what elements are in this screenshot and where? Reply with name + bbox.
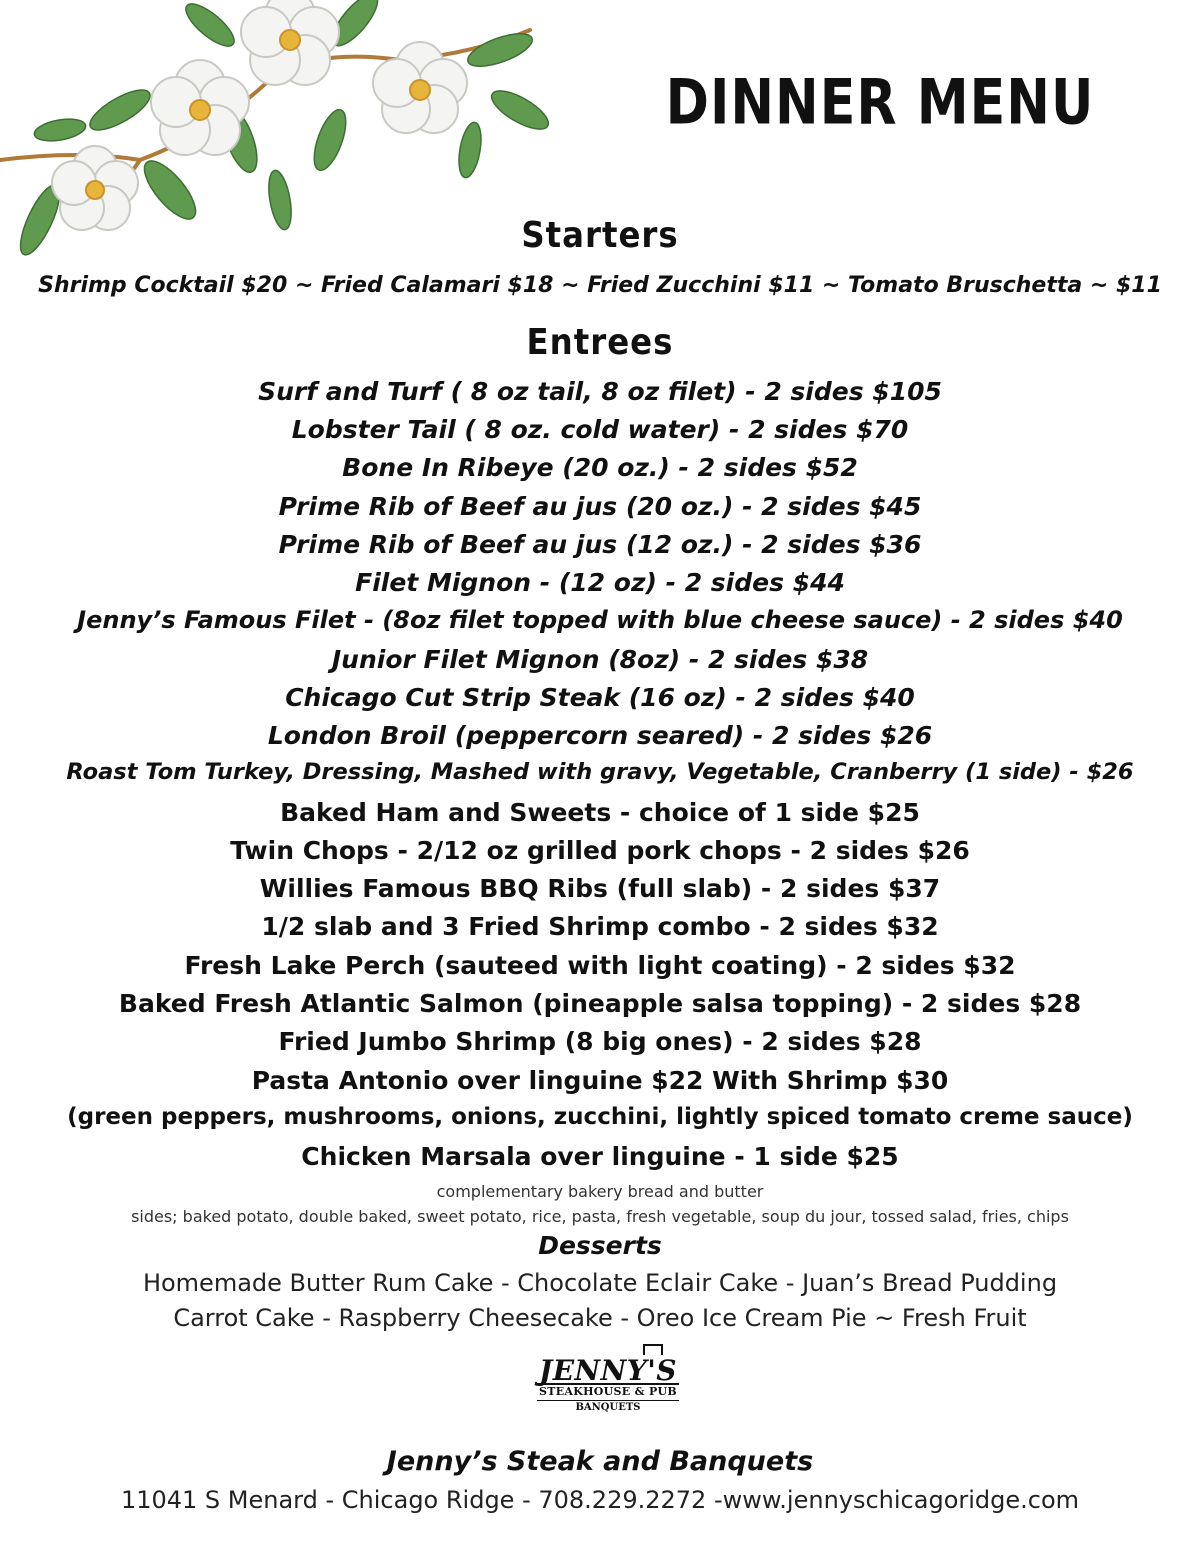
desserts-line-2: Carrot Cake - Raspberry Cheesecake - Oreo Ice Cream Pie ~ Fresh Fruit: [173, 1304, 1027, 1332]
entree-item: Prime Rib of Beef au jus (20 oz.) - 2 sides $45: [278, 492, 922, 521]
entree-item: Pasta Antonio over linguine $22 With Shrimp $30: [251, 1066, 949, 1095]
entree-item: Bone In Ribeye (20 oz.) - 2 sides $52: [342, 453, 858, 482]
entree-item: Baked Fresh Atlantic Salmon (pineapple salsa topping) - 2 sides $28: [118, 989, 1082, 1018]
restaurant-name: Jenny’s Steak and Banquets: [386, 1446, 814, 1477]
entree-item: Chicken Marsala over linguine - 1 side $25: [301, 1142, 899, 1171]
desserts-line-1: Homemade Butter Rum Cake - Chocolate Eclair Cake - Juan’s Bread Pudding: [142, 1269, 1058, 1297]
entree-item: Baked Ham and Sweets - choice of 1 side $25: [280, 798, 920, 827]
entree-item: 1/2 slab and 3 Fried Shrimp combo - 2 sides $32: [261, 912, 939, 941]
starters-line: Shrimp Cocktail $20 ~ Fried Calamari $18 ~ Fried Zucchini $11 ~ Tomato Bruschetta ~ $11: [38, 273, 1162, 298]
restaurant-address: 11041 S Menard - Chicago Ridge - 708.229.2272 -www.jennyschicagoridge.com: [120, 1486, 1080, 1514]
sides-note: sides; baked potato, double baked, sweet potato, rice, pasta, fresh vegetable, soup du jour, tossed salad, fries, chips: [131, 1207, 1069, 1226]
entree-item: Fried Jumbo Shrimp (8 big ones) - 2 sides $28: [278, 1027, 922, 1056]
starters-heading: Starters: [521, 215, 679, 256]
entree-item: Willies Famous BBQ Ribs (full slab) - 2 sides $37: [259, 874, 941, 903]
entrees-heading: Entrees: [526, 322, 674, 363]
entree-item: Prime Rib of Beef au jus (12 oz.) - 2 sides $36: [278, 530, 922, 559]
entree-item: Lobster Tail ( 8 oz. cold water) - 2 sides $70: [291, 415, 909, 444]
logo-name: JENNY'S: [538, 1354, 678, 1387]
entree-item: Junior Filet Mignon (8oz) - 2 sides $38: [331, 645, 869, 674]
entree-item: Twin Chops - 2/12 oz grilled pork chops - 2 sides $26: [230, 836, 970, 865]
entree-item: Fresh Lake Perch (sauteed with light coating) - 2 sides $32: [184, 951, 1016, 980]
logo-divider: [537, 1400, 679, 1401]
logo-subtitle-2: BANQUETS: [575, 1402, 641, 1413]
entree-item: Roast Tom Turkey, Dressing, Mashed with gravy, Vegetable, Cranberry (1 side) - $26: [66, 759, 1134, 785]
entree-item: Jenny’s Famous Filet - (8oz filet topped with blue cheese sauce) - 2 sides $40: [77, 606, 1123, 634]
menu-title: DINNER MENU: [665, 65, 1095, 139]
bread-note: complementary bakery bread and butter: [436, 1182, 764, 1201]
entree-item: Chicago Cut Strip Steak (16 oz) - 2 sides $40: [285, 683, 915, 712]
jennys-logo: [533, 1342, 683, 1418]
desserts-heading: Desserts: [538, 1231, 662, 1260]
entree-item: London Broil (peppercorn seared) - 2 sides $26: [267, 721, 933, 750]
entree-item: Surf and Turf ( 8 oz tail, 8 oz filet) - 2 sides $105: [258, 377, 942, 406]
entree-item: Filet Mignon - (12 oz) - 2 sides $44: [355, 568, 845, 597]
entree-description: (green peppers, mushrooms, onions, zucchini, lightly spiced tomato creme sauce): [67, 1104, 1133, 1130]
logo-subtitle: STEAKHOUSE & PUB: [538, 1385, 678, 1398]
